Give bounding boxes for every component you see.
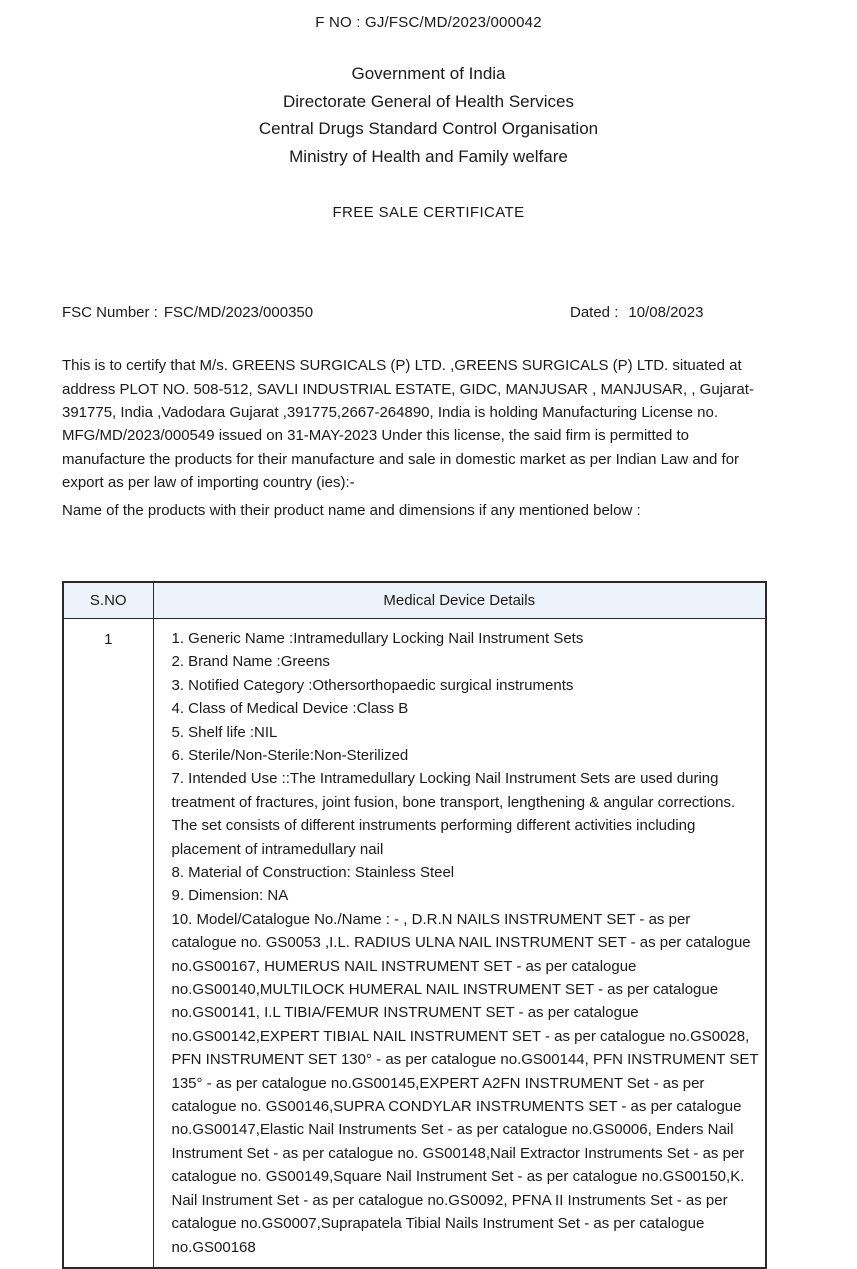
fsc-meta-row (62, 304, 767, 324)
device-detail-line: 6. Sterile/Non-Sterile:Non-Sterilized (171, 746, 409, 764)
device-detail-line: 10. Model/Catalogue No./Name : - , D.R.N NAILS INSTRUMENT SET - as per catalogue no. GS0053 ,I.L. RADIUS ULNA NAIL INSTRUMENT SET - as per catalogue no.GS00167, HUMERUS NAIL INSTRUMENT SET - as per catalogue no.GS00140,MULTILOCK HUMERAL NAIL INSTRUMENT SET - as per catalogue no.GS00141, I.L TIBIA/FEMUR INSTRUMENT SET - as per catalogue no.GS00142,EXPERT TIBIAL NAIL INSTRUMENT SET - as per catalogue no.GS0028, PFN INSTRUMENT SET 130° - as per catalogue no.GS00144, PFN INSTRUMENT SET 135° - as per catalogue no.GS00145,EXPERT A2FN INSTRUMENT Set - as per catalogue no. GS00146,SUPRA CONDYLAR INSTRUMENTS SET - as per catalogue no.GS00147,Elastic Nail Instruments Set - as per catalogue no.GS0006, Enders Nail Instrument Set - as per catalogue no. GS00148,Nail Extractor Instruments Set - as per catalogue no. GS00149,Square Nail Instrument Set - as per catalogue no.GS00150,K. Nail Instrument Set - as per catalogue no.GS0092, PFNA II Instruments Set - as per catalogue no.GS0007,Suprapatela Tibial Nails Instrument Set - as per catalogue no.GS00168 (171, 910, 759, 1256)
row-sno: 1 (63, 618, 153, 1267)
device-detail-line: 1. Generic Name :Intramedullary Locking Nail Instrument Sets (171, 629, 584, 647)
fsc-number-value: FSC/MD/2023/000350 (163, 304, 314, 322)
table-header-row (63, 582, 766, 618)
certificate-title: FREE SALE CERTIFICATE (332, 204, 525, 222)
device-detail-line: 4. Class of Medical Device :Class B (171, 700, 409, 718)
device-detail-line: 3. Notified Category :Othersorthopaedic surgical instruments (171, 676, 574, 694)
device-detail-line: 7. Intended Use ::The Intramedullary Locking Nail Instrument Sets are used during treatment of fractures, joint fusion, bone transport, lengthening & angular corrections. The set consists of different instruments performing different activities including placement of intramedullary nail (171, 770, 736, 858)
fsc-number-group (62, 304, 313, 321)
org-header-line: Ministry of Health and Family welfare (289, 146, 568, 166)
fsc-number-label: FSC Number : (62, 304, 158, 322)
dated-label: Dated : (570, 304, 619, 322)
table-header-details: Medical Device Details (153, 582, 766, 618)
file-number: F NO : GJ/FSC/MD/2023/000042 (315, 14, 542, 31)
dated-group (570, 304, 703, 321)
org-header-block (0, 60, 857, 170)
device-detail-line: 2. Brand Name :Greens (171, 653, 330, 671)
certification-paragraph: This is to certify that M/s. GREENS SURGICALS (P) LTD. ,GREENS SURGICALS (P) LTD. situated at address PLOT NO. 508-512, SAVLI INDUSTRIAL ESTATE, GIDC, MANJUSAR , MANJUSAR, , Gujarat-391775, India ,Vadodara Gujarat ,391775,2667-264890, India is holding Manufacturing License no. MFG/MD/2023/000549 issued on 31-MAY-2023 Under this license, the said firm is permitted to manufacture the products for their manufacture and sale in domestic market as per Indian Law and for export as per law of importing country (ies):- (62, 357, 754, 491)
org-header-line: Directorate General of Health Services (282, 91, 575, 111)
device-table (62, 581, 767, 1268)
device-detail-line: 8. Material of Construction: Stainless Steel (171, 864, 455, 882)
row-device-details (153, 618, 766, 1267)
device-detail-line: 9. Dimension: NA (171, 887, 289, 905)
device-detail-line: 5. Shelf life :NIL (171, 723, 278, 741)
table-row (63, 618, 766, 1267)
products-intro: Name of the products with their product name and dimensions if any mentioned below : (62, 502, 641, 520)
table-header-sno: S.NO (63, 582, 153, 618)
dated-value: 10/08/2023 (628, 304, 704, 322)
org-header-line: Central Drugs Standard Control Organisation (258, 119, 599, 139)
org-header-line: Government of India (351, 64, 506, 83)
